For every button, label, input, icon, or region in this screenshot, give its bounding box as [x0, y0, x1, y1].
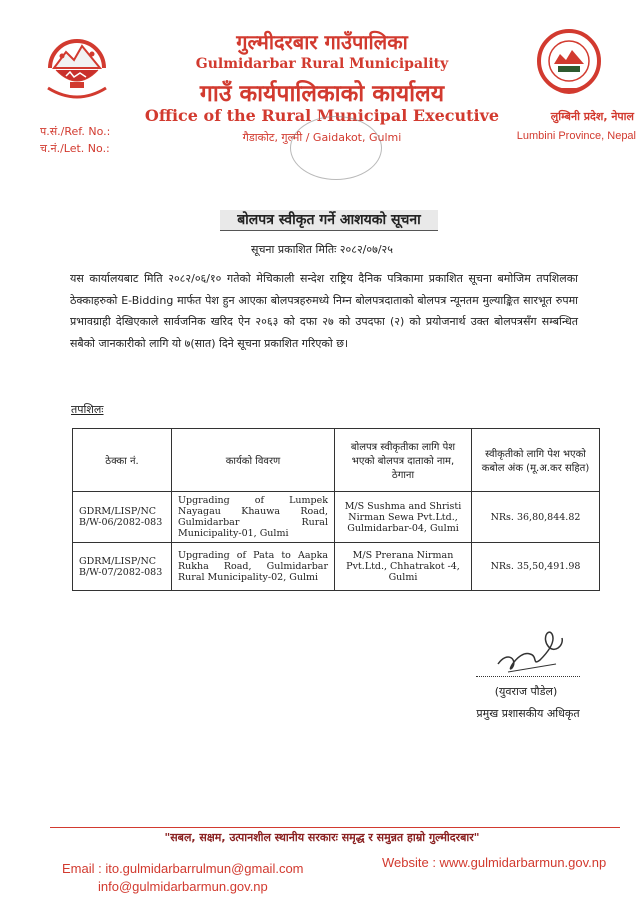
- signature-line: [476, 676, 580, 677]
- province-np: लुम्बिनी प्रदेश, नेपाल: [550, 110, 634, 123]
- signatory-name: (युवराज पौडेल): [494, 685, 558, 698]
- footer-divider: [50, 827, 620, 828]
- footer-slogan: "सबल, सक्षम, उत्पानशील स्थानीय सरकारः समृद्ध र समुन्नत हाम्रो गुल्मीदरबार": [164, 831, 480, 844]
- ref-number-label: प.सं./Ref. No.:: [40, 125, 111, 138]
- notice-body: यस कार्यालयबाट मिति २०८२/०६/१० गतेको मेचिकाली सन्देश राष्ट्रिय दैनिक पत्रिकामा प्रकाशित सूचना बमोजिम तपशिलका ठेक्काहरुको E-Bidding मार्फत पेश हुन आएका बोलपत्रहरुमध्ये निम्न बोलपत्रदाताको बोलपत्र न्यूनतम मुल्याङ्कित सारभूत रुपमा प्रभावग्राही देखिएकाले सार्वजनिक खरिद ऐन २०६३ को दफा २७ को उपदफा (२) को प्रयोजनार्थ उक्त बोलपत्रसँग सम्बन्धित सबैको जानकारीको लागि यो ७(सात) दिने सूचना प्रकाशित गरिएको छ।: [70, 272, 578, 350]
- handwritten-signature: [478, 620, 578, 680]
- notice-title: बोलपत्र स्वीकृत गर्ने आशयको सूचना: [220, 210, 438, 231]
- footer-website: Website : www.gulmidarbarmun.gov.np: [382, 855, 607, 870]
- work-description: Upgrading of Pata to Aapka Rukha Road, Gulmidarbar Rural Municipality-02, Gulmi: [172, 543, 335, 591]
- signatory-title: प्रमुख प्रशासकीय अधिकृत: [476, 707, 580, 720]
- header-work-description: कार्यको विवरण: [172, 429, 335, 492]
- bid-amount: NRs. 35,50,491.98: [472, 543, 600, 591]
- table-header-row: [73, 429, 600, 492]
- province-en: Lumbini Province, Nepal: [516, 130, 636, 142]
- bidder-name: M/S Prerana Nirman Pvt.Ltd., Chhatrakot -4, Gulmi: [335, 543, 472, 591]
- office-stamp: [290, 116, 382, 180]
- details-label: तपशिलः: [71, 403, 104, 416]
- work-description: Upgrading of Lumpek Nayagau Khauwa Road, Gulmidarbar Rural Municipality-01, Gulmi: [172, 492, 335, 543]
- publication-date: सूचना प्रकाशित मितिः २०८२/०७/२५: [251, 243, 393, 256]
- contract-number: GDRM/LISP/NCB/W-06/2082-083: [73, 492, 172, 543]
- footer-email: Email : ito.gulmidarbarrulmun@gmail.com: [62, 861, 304, 876]
- letter-number-label: च.नं./Let. No.:: [40, 142, 110, 155]
- header-bid-amount: स्वीकृतीको लागि पेश भएको कबोल अंक (मू.अ.कर सहित): [472, 429, 600, 492]
- header-contract-no: ठेक्का नं.: [73, 429, 172, 492]
- table-row: [73, 492, 600, 543]
- office-name-np: गाउँ कार्यपालिकाको कार्यालय: [199, 81, 445, 107]
- bid-amount: NRs. 36,80,844.82: [472, 492, 600, 543]
- municipality-name-en: Gulmidarbar Rural Municipality: [195, 56, 449, 72]
- footer-email-secondary: info@gulmidarbarmun.gov.np: [98, 879, 268, 894]
- header-bidder: बोलपत्र स्वीकृतीका लागि पेश भएको बोलपत्र दाताको नाम, ठेगाना: [335, 429, 472, 492]
- office-name-en: Office of the Rural Municipal Executive: [144, 106, 500, 125]
- table-row: [73, 543, 600, 591]
- municipality-name-np: गुल्मीदरबार गाउँपालिका: [236, 30, 408, 54]
- bid-table: [72, 428, 600, 591]
- bidder-name: M/S Sushma and Shristi Nirman Sewa Pvt.Ltd., Gulmidarbar-04, Gulmi: [335, 492, 472, 543]
- office-address: गैडाकोट, गुल्मी / Gaidakot, Gulmi: [242, 131, 402, 144]
- contract-number: GDRM/LISP/NCB/W-07/2082-083: [73, 543, 172, 591]
